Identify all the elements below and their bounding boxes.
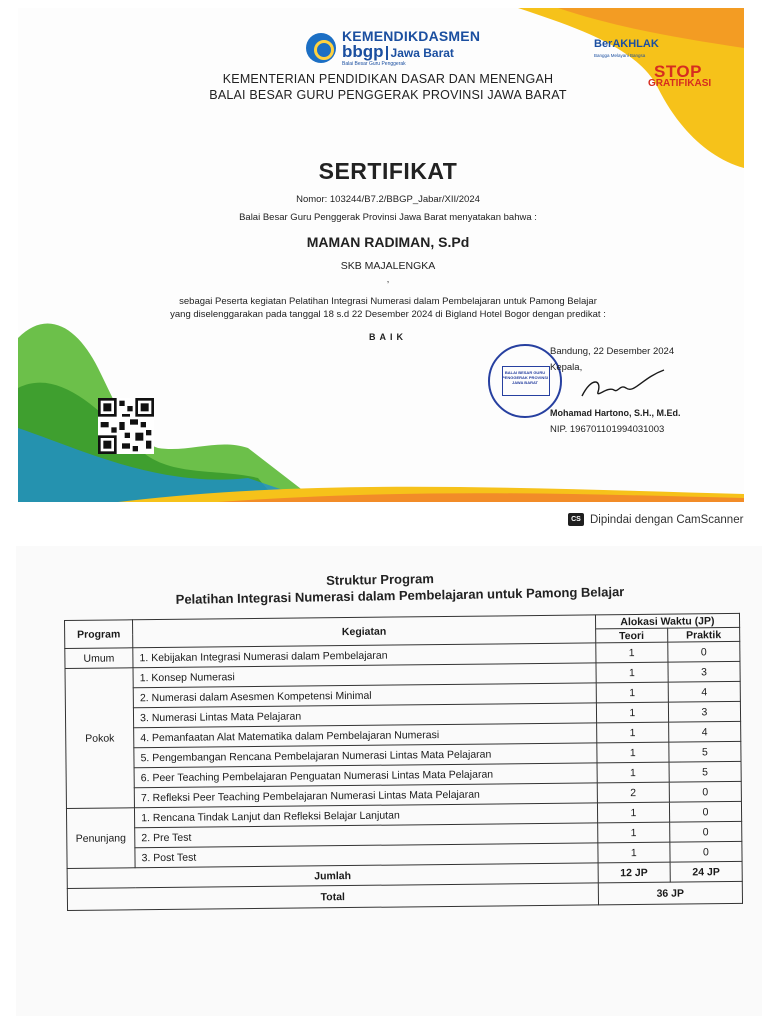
kemendikdasmen-logo	[306, 28, 480, 67]
kegiatan-cell: 7. Refleksi Peer Teaching Pembelajaran Numerasi Lintas Mata Pelajaran	[134, 783, 597, 808]
teori-cell: 1	[596, 722, 668, 743]
stamp-text: BALAI BESAR GURU PENGGERAK PROVINSI JAWA BARAT	[502, 370, 549, 385]
recipient-institution: SKB MAJALENGKA	[340, 260, 436, 272]
praktik-cell: 0	[669, 801, 741, 822]
recipient-name: MAMAN RADIMAN, S.Pd	[306, 234, 470, 250]
kegiatan-cell: 6. Peer Teaching Pembelajaran Penguatan Numerasi Lintas Mata Pelajaran	[134, 763, 597, 788]
teori-cell: 1	[597, 822, 669, 843]
jumlah-praktik: 24 JP	[670, 861, 742, 882]
kegiatan-cell: 1. Konsep Numerasi	[133, 663, 596, 688]
header-alokasi: Alokasi Waktu (JP)	[595, 613, 739, 629]
kegiatan-cell: 3. Post Test	[135, 843, 598, 868]
certificate-description-line1: sebagai Peserta kegiatan Pelatihan Integrasi Numerasi dalam Pembelajaran untuk Pamong Belajar	[179, 296, 597, 307]
handwritten-signature-icon	[578, 366, 668, 406]
program-cell-pokok: Pokok	[65, 668, 135, 809]
logo-line2: bbgp Jawa Barat	[342, 42, 454, 61]
program-table	[64, 613, 743, 911]
signature-place-date: Bandung, 22 Desember 2024	[550, 346, 675, 357]
gratifikasi-label: GRATIFIKASI	[648, 78, 712, 89]
signatory-nip: NIP. 196701101994031003	[550, 424, 665, 435]
praktik-cell: 4	[668, 681, 740, 702]
ministry-name: KEMENTERIAN PENDIDIKAN DASAR DAN MENENGAH	[222, 72, 554, 86]
jumlah-label: Jumlah	[67, 863, 598, 889]
praktik-cell: 0	[669, 781, 741, 802]
kegiatan-cell: 2. Pre Test	[135, 823, 598, 848]
teori-cell: 1	[596, 682, 668, 703]
program-table-wrapper	[64, 613, 743, 911]
praktik-cell: 3	[668, 661, 740, 682]
header-teori: Teori	[595, 628, 667, 643]
teori-cell: 1	[596, 702, 668, 723]
praktik-cell: 4	[668, 721, 740, 742]
kegiatan-cell: 4. Pemanfaatan Alat Matematika dalam Pembelajaran Numerasi	[134, 723, 597, 748]
teori-cell: 1	[597, 802, 669, 823]
teori-cell: 1	[598, 842, 670, 863]
certificate-grade: BAIK	[369, 332, 407, 342]
camscanner-watermark	[568, 513, 743, 526]
jumlah-teori: 12 JP	[598, 862, 670, 883]
berakhlak-logo: BerAKHLAK	[594, 38, 659, 50]
logo-line1: KEMENDIKDASMEN	[342, 28, 481, 44]
certificate-number: Nomor: 103244/B7.2/BBGP_Jabar/XII/2024	[296, 194, 480, 205]
header-praktik: Praktik	[667, 627, 739, 642]
praktik-cell: 3	[668, 701, 740, 722]
teori-cell: 1	[597, 742, 669, 763]
teori-cell: 1	[597, 762, 669, 783]
kegiatan-cell: 5. Pengembangan Rencana Pembelajaran Numerasi Lintas Mata Pelajaran	[134, 743, 597, 768]
certificate-description-line2: yang diselenggarakan pada tanggal 18 s.d 22 Desember 2024 di Bigland Hotel Bogor dengan predikat :	[170, 309, 606, 320]
total-value: 36 JP	[598, 881, 742, 905]
certificate-intro: Balai Besar Guru Penggerak Provinsi Jawa Barat menyatakan bahwa :	[239, 212, 537, 223]
institution-header: BALAI BESAR GURU PENGGERAK PROVINSI JAWA BARAT	[209, 88, 567, 102]
camscanner-label: Dipindai dengan CamScanner	[590, 513, 744, 526]
praktik-cell: 0	[670, 821, 742, 842]
teori-cell: 2	[597, 782, 669, 803]
kegiatan-cell: 1. Rencana Tindak Lanjut dan Refleksi Belajar Lanjutan	[135, 803, 598, 828]
teori-cell: 1	[596, 642, 668, 663]
program-cell-penunjang: Penunjang	[66, 808, 135, 869]
praktik-cell: 0	[668, 641, 740, 662]
total-label: Total	[67, 883, 598, 911]
program-structure-subtitle: Pelatihan Integrasi Numerasi dalam Pembelajaran untuk Pamong Belajar	[175, 584, 625, 607]
berakhlak-tagline: Bangga Melayani Bangsa	[594, 53, 646, 58]
logo-tagline: Balai Besar Guru Penggerak	[342, 61, 406, 67]
tut-wuri-handayani-icon	[306, 33, 336, 63]
header-program: Program	[65, 620, 133, 649]
signature-role: Kepala,	[550, 362, 583, 373]
separator-comma: ,	[386, 274, 390, 284]
certificate-page	[18, 8, 744, 502]
praktik-cell: 5	[669, 741, 741, 762]
kegiatan-cell: 2. Numerasi dalam Asesmen Kompetensi Minimal	[133, 683, 596, 708]
certificate-title: SERTIFIKAT	[318, 158, 458, 184]
program-structure-title: Struktur Program	[326, 571, 434, 588]
stop-gratifikasi-logo: STOP	[654, 62, 702, 81]
kegiatan-cell: 1. Kebijakan Integrasi Numerasi dalam Pembelajaran	[133, 643, 596, 668]
kegiatan-cell: 3. Numerasi Lintas Mata Pelajaran	[134, 703, 597, 728]
praktik-cell: 5	[669, 761, 741, 782]
qr-code-icon	[98, 398, 154, 454]
praktik-cell: 0	[670, 841, 742, 862]
program-cell-umum: Umum	[65, 648, 133, 669]
teori-cell: 1	[596, 662, 668, 683]
signatory-name: Mohamad Hartono, S.H., M.Ed.	[550, 408, 681, 418]
camscanner-icon: CS	[568, 513, 584, 526]
header-kegiatan: Kegiatan	[133, 615, 596, 648]
